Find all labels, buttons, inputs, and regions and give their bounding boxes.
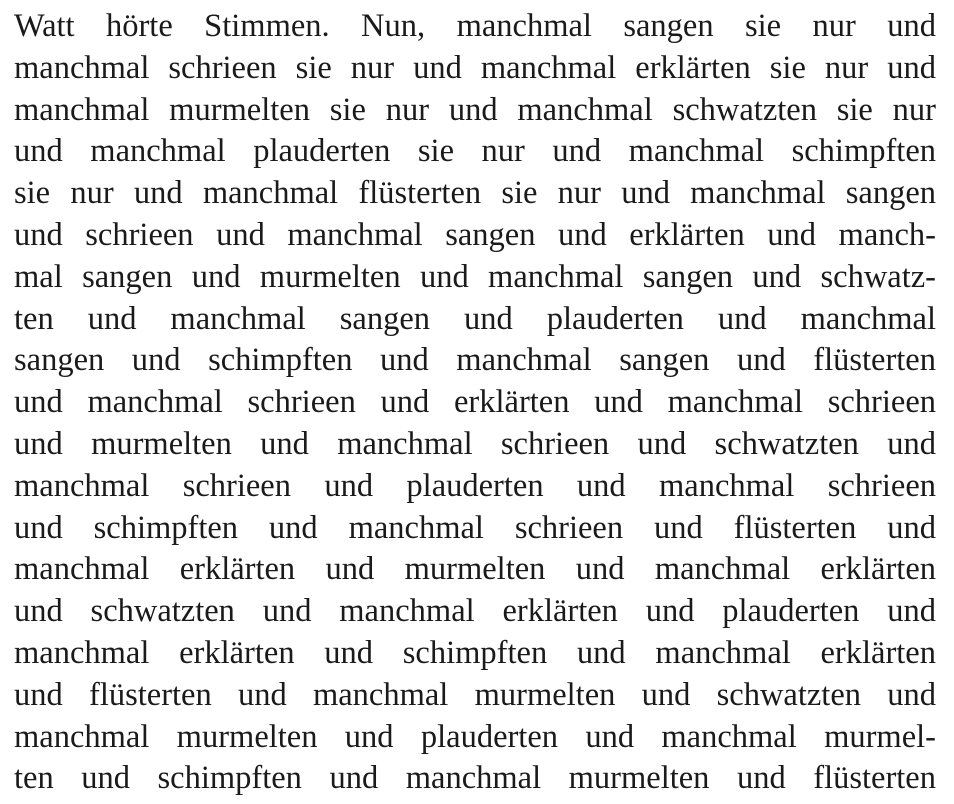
text-line: manchmal erklärten und murmelten und manchmal erklärten: [14, 551, 936, 588]
text-line: manchmal schrieen sie nur und manchmal erklärten sie nur und: [14, 49, 936, 86]
text-line: ten und manchmal sangen und plauderten und manchmal: [14, 300, 936, 337]
text-line: Watt hörte Stimmen. Nun, manchmal sangen sie nur und: [14, 8, 936, 44]
text-line: manchmal erklärten und schimpften und manchmal erklärten: [14, 634, 936, 671]
text-line: manchmal murmelten sie nur und manchmal schwatzten sie nur: [14, 91, 936, 128]
text-block: [14, 6, 936, 800]
text-line: und murmelten und manchmal schrieen und schwatzten und: [14, 425, 936, 462]
text-line: und flüsterten und manchmal murmelten und schwatzten und: [14, 676, 936, 713]
text-line: und schwatzten und manchmal erklärten und plauderten und: [14, 593, 936, 630]
text-line: und manchmal plauderten sie nur und manchmal schimpften: [14, 133, 936, 170]
text-line: mal sangen und murmelten und manchmal sangen und schwatz-: [14, 258, 936, 295]
text-line: und schimpften und manchmal schrieen und flüsterten und: [14, 509, 936, 546]
text-line: und manchmal schrieen und erklärten und manchmal schrieen: [14, 384, 936, 421]
text-line: manchmal murmelten und plauderten und manchmal murmel-: [14, 718, 936, 755]
text-line: und schrieen und manchmal sangen und erklärten und manch-: [14, 216, 936, 253]
text-line: ten und schimpften und manchmal murmelten und flüsterten: [14, 760, 936, 797]
text-line: sie nur und manchmal flüsterten sie nur und manchmal sangen: [14, 175, 936, 212]
text-line: sangen und schimpften und manchmal sangen und flüsterten: [14, 342, 936, 379]
text-line: manchmal schrieen und plauderten und manchmal schrieen: [14, 467, 936, 504]
